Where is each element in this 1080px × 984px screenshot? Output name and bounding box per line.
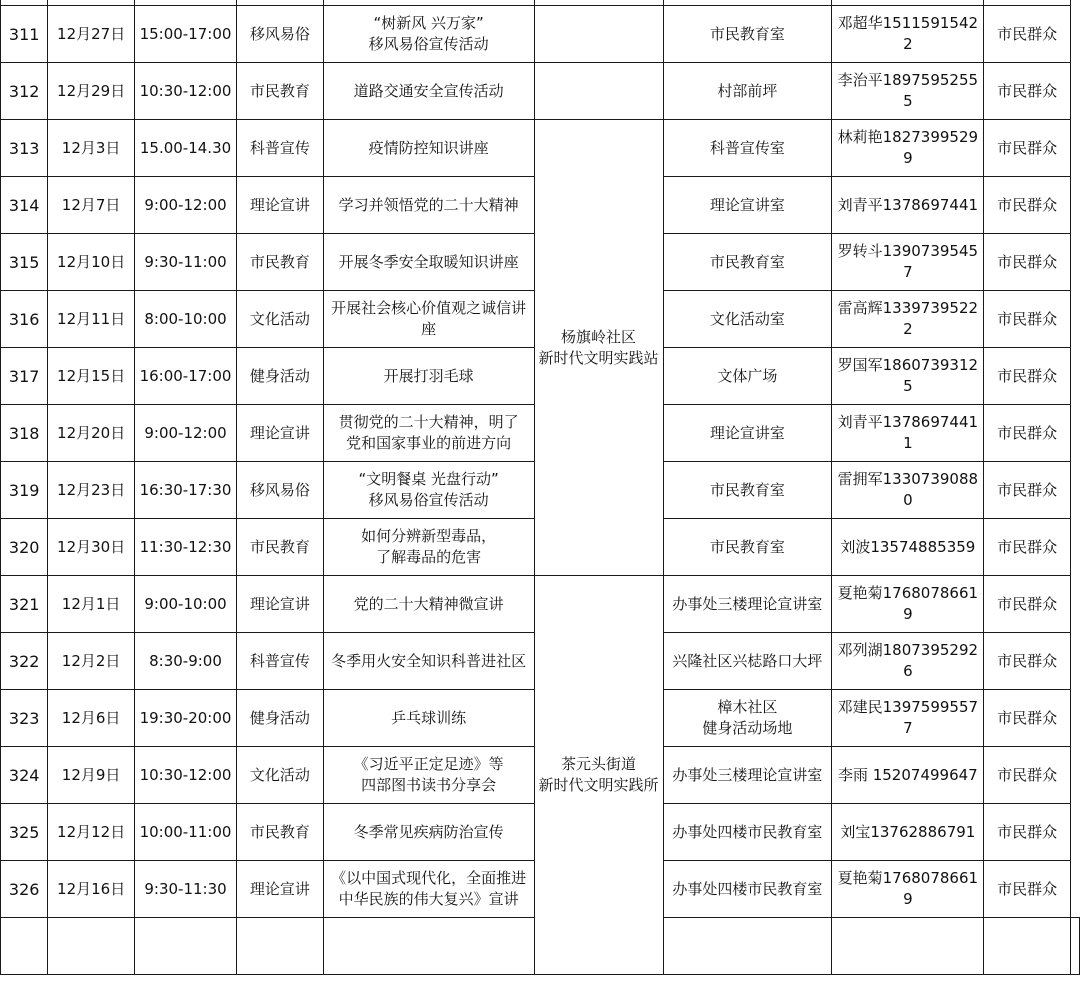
row-number: 323 <box>1 690 48 747</box>
contact-person: 夏艳菊17680786619 <box>832 576 984 633</box>
table-row <box>1 63 1080 120</box>
row-number: 320 <box>1 519 48 576</box>
activity-venue-line: 办事处四楼市民教育室 <box>672 822 823 841</box>
activity-category <box>237 918 324 975</box>
target-audience: 市民群众 <box>984 6 1071 63</box>
activity-venue <box>663 690 832 747</box>
organizer-station-line: 新时代文明实践所 <box>538 776 659 794</box>
target-audience: 市民群众 <box>984 177 1071 234</box>
activity-time: 16:00-17:00 <box>134 348 236 405</box>
organizer-station <box>534 63 663 120</box>
activity-title-line: 移风易俗宣传活动 <box>368 35 489 53</box>
activity-title-line: 座 <box>421 320 437 338</box>
row-number: 322 <box>1 633 48 690</box>
organizer-station-line: 杨旗岭社区 <box>561 327 637 346</box>
row-number: 313 <box>1 120 48 177</box>
activity-title-line: 冬季常见疾病防治宣传 <box>353 822 504 841</box>
activity-venue-line: 兴隆社区兴梽路口大坪 <box>672 651 823 670</box>
activity-title-line: 《习近平正定足迹》等 <box>353 755 504 773</box>
activity-title-line: 乒乓球训练 <box>391 708 467 727</box>
activity-time: 9:00-12:00 <box>134 405 236 462</box>
activity-date: 12月23日 <box>48 462 135 519</box>
activity-venue <box>663 633 832 690</box>
activity-date: 12月7日 <box>48 177 135 234</box>
activity-venue-line: 市民教育室 <box>709 252 785 271</box>
target-audience: 市民群众 <box>984 519 1071 576</box>
organizer-station <box>534 120 663 576</box>
activity-date: 12月27日 <box>48 6 135 63</box>
activity-category: 理论宣讲 <box>237 405 324 462</box>
activity-venue <box>663 405 832 462</box>
row-number: 312 <box>1 63 48 120</box>
activity-date: 12月12日 <box>48 804 135 861</box>
contact-person: 雷拥军13307390880 <box>832 462 984 519</box>
activity-time: 11:30-12:30 <box>134 519 236 576</box>
activity-venue <box>663 177 832 234</box>
activity-date: 12月20日 <box>48 405 135 462</box>
row-number: 319 <box>1 462 48 519</box>
table-row <box>1 6 1080 63</box>
activity-category: 移风易俗 <box>237 462 324 519</box>
activity-time <box>134 918 236 975</box>
target-audience: 市民群众 <box>984 462 1071 519</box>
row-number: 314 <box>1 177 48 234</box>
activity-date: 12月9日 <box>48 747 135 804</box>
activity-title <box>323 348 534 405</box>
activity-venue <box>832 918 984 975</box>
activity-venue <box>663 747 832 804</box>
target-audience: 市民群众 <box>984 291 1071 348</box>
activity-venue-line: 健身活动场地 <box>702 719 793 737</box>
activity-title <box>323 405 534 462</box>
activity-date: 12月15日 <box>48 348 135 405</box>
target-audience: 市民群众 <box>984 804 1071 861</box>
table-row <box>1 576 1080 633</box>
activity-venue <box>663 291 832 348</box>
row-number <box>1 918 48 975</box>
contact-person: 雷高辉13397395222 <box>832 291 984 348</box>
activity-category: 文化活动 <box>237 747 324 804</box>
activity-title-line: 道路交通安全宣传活动 <box>353 81 504 100</box>
activity-title <box>323 804 534 861</box>
activity-venue-line: 办事处四楼市民教育室 <box>672 879 823 898</box>
activity-time: 9:00-10:00 <box>134 576 236 633</box>
activity-category: 市民教育 <box>237 63 324 120</box>
organizer-station <box>663 918 832 975</box>
activity-title-line: 了解毒品的危害 <box>376 548 482 566</box>
target-audience: 市民群众 <box>984 633 1071 690</box>
target-audience: 市民群众 <box>984 348 1071 405</box>
activity-title <box>323 747 534 804</box>
activity-date: 12月16日 <box>48 861 135 918</box>
activity-title <box>323 291 534 348</box>
activity-title <box>323 63 534 120</box>
contact-person: 李雨 15207499647 <box>832 747 984 804</box>
target-audience: 市民群众 <box>984 690 1071 747</box>
activity-category: 市民教育 <box>237 804 324 861</box>
organizer-station-line: 茶元头街道 <box>561 755 637 773</box>
activity-title-line: 如何分辨新型毒品， <box>361 527 497 545</box>
activity-venue <box>663 120 832 177</box>
activity-title <box>323 519 534 576</box>
contact-person: 李治平18975952555 <box>832 63 984 120</box>
activity-time: 10:00-11:00 <box>134 804 236 861</box>
activity-category: 市民教育 <box>237 234 324 291</box>
activity-venue-line: 办事处三楼理论宣讲室 <box>672 765 823 784</box>
activity-date <box>48 918 135 975</box>
activity-title-line: 开展打羽毛球 <box>383 366 474 385</box>
target-audience: 市民群众 <box>984 63 1071 120</box>
activity-title <box>323 633 534 690</box>
activity-venue <box>663 861 832 918</box>
activity-title-line: 移风易俗宣传活动 <box>368 491 489 509</box>
activity-time: 8:30-9:00 <box>134 633 236 690</box>
contact-person: 刘宝13762886791 <box>832 804 984 861</box>
row-number: 316 <box>1 291 48 348</box>
activity-title <box>323 6 534 63</box>
row-number: 318 <box>1 405 48 462</box>
activity-venue-line: 理论宣讲室 <box>709 423 785 442</box>
activity-title <box>323 690 534 747</box>
activity-date: 12月30日 <box>48 519 135 576</box>
row-number: 324 <box>1 747 48 804</box>
contact-person: 林莉艳18273995299 <box>832 120 984 177</box>
activity-date: 12月3日 <box>48 120 135 177</box>
activity-time: 9:30-11:00 <box>134 234 236 291</box>
activity-category: 健身活动 <box>237 348 324 405</box>
activity-venue-line: 文体广场 <box>717 366 778 385</box>
contact-person <box>984 918 1071 975</box>
activity-category: 健身活动 <box>237 690 324 747</box>
activity-date: 12月1日 <box>48 576 135 633</box>
contact-person: 邓超华15115915422 <box>832 6 984 63</box>
contact-person: 夏艳菊17680786619 <box>832 861 984 918</box>
activity-title-line: 冬季用火安全知识科普进社区 <box>331 651 527 670</box>
activity-venue <box>663 462 832 519</box>
activity-venue-line: 村部前坪 <box>717 81 778 100</box>
activity-title-line: 《以中国式现代化，全面推进 <box>331 869 527 887</box>
activity-title <box>323 576 534 633</box>
target-audience <box>1071 918 1080 975</box>
contact-person: 刘青平13786974411 <box>832 405 984 462</box>
activity-category: 理论宣讲 <box>237 576 324 633</box>
activity-venue-line: 文化活动室 <box>709 309 785 328</box>
contact-person: 罗国军18607393125 <box>832 348 984 405</box>
contact-person: 刘青平1378697441 <box>832 177 984 234</box>
activity-time: 10:30-12:00 <box>134 747 236 804</box>
activity-title-line: 四部图书读书分享会 <box>361 776 497 794</box>
activity-category: 文化活动 <box>237 291 324 348</box>
activity-venue <box>663 234 832 291</box>
activity-title-line: 疫情防控知识讲座 <box>368 138 489 157</box>
activity-time: 9:30-11:30 <box>134 861 236 918</box>
activity-category: 移风易俗 <box>237 6 324 63</box>
contact-person: 邓建民13975995577 <box>832 690 984 747</box>
row-number: 315 <box>1 234 48 291</box>
activity-time: 9:00-12:00 <box>134 177 236 234</box>
target-audience: 市民群众 <box>984 120 1071 177</box>
activity-date: 12月6日 <box>48 690 135 747</box>
activity-venue <box>663 6 832 63</box>
activity-title-line: “文明餐桌 光盘行动” <box>358 470 499 488</box>
row-number: 326 <box>1 861 48 918</box>
activity-title-line: 党的二十大精神微宣讲 <box>353 594 504 613</box>
activity-venue <box>663 63 832 120</box>
target-audience: 市民群众 <box>984 405 1071 462</box>
activity-title <box>323 234 534 291</box>
activity-time: 15.00-14.30 <box>134 120 236 177</box>
activity-time: 15:00-17:00 <box>134 6 236 63</box>
activity-venue-line: 市民教育室 <box>709 480 785 499</box>
target-audience: 市民群众 <box>984 576 1071 633</box>
activity-category: 理论宣讲 <box>237 177 324 234</box>
activity-venue-line: 市民教育室 <box>709 537 785 556</box>
activity-title-line: 贯彻党的二十大精神，明了 <box>338 413 519 431</box>
activity-title-line: 学习并领悟党的二十大精神 <box>338 195 519 214</box>
contact-person: 邓列湖18073952926 <box>832 633 984 690</box>
activity-category: 市民教育 <box>237 519 324 576</box>
target-audience: 市民群众 <box>984 234 1071 291</box>
organizer-station <box>534 6 663 63</box>
activity-category: 科普宣传 <box>237 120 324 177</box>
activity-time: 10:30-12:00 <box>134 63 236 120</box>
activity-venue-line: 办事处三楼理论宣讲室 <box>672 594 823 613</box>
activity-date: 12月2日 <box>48 633 135 690</box>
activity-title <box>323 462 534 519</box>
activity-venue-line: 市民教育室 <box>709 24 785 43</box>
row-number: 325 <box>1 804 48 861</box>
activity-title-line: 开展冬季安全取暖知识讲座 <box>338 252 519 271</box>
activity-title-line: 中华民族的伟大复兴》宣讲 <box>338 890 519 908</box>
target-audience: 市民群众 <box>984 861 1071 918</box>
table-row <box>1 120 1080 177</box>
activity-venue-line: 理论宣讲室 <box>709 195 785 214</box>
row-number: 317 <box>1 348 48 405</box>
row-number: 311 <box>1 6 48 63</box>
organizer-station-line: 新时代文明实践站 <box>538 348 659 367</box>
activity-title <box>323 177 534 234</box>
target-audience: 市民群众 <box>984 747 1071 804</box>
activity-venue <box>663 576 832 633</box>
contact-person: 罗转斗13907395457 <box>832 234 984 291</box>
activity-time: 19:30-20:00 <box>134 690 236 747</box>
activity-title-line: “树新风 兴万家” <box>373 14 484 32</box>
activity-title-line: 党和国家事业的前进方向 <box>346 434 512 452</box>
activity-time: 16:30-17:30 <box>134 462 236 519</box>
activity-venue <box>663 519 832 576</box>
activity-time: 8:00-10:00 <box>134 291 236 348</box>
activity-venue-line: 科普宣传室 <box>709 138 785 157</box>
activity-date: 12月29日 <box>48 63 135 120</box>
activity-title <box>323 120 534 177</box>
activity-title-line: 开展社会核心价值观之诚信讲 <box>331 299 527 317</box>
activity-title <box>323 918 534 975</box>
activity-date: 12月11日 <box>48 291 135 348</box>
activity-venue <box>663 804 832 861</box>
row-number: 321 <box>1 576 48 633</box>
organizer-station <box>534 576 663 975</box>
activity-date: 12月10日 <box>48 234 135 291</box>
activity-category: 科普宣传 <box>237 633 324 690</box>
activity-venue <box>663 348 832 405</box>
contact-person: 刘波13574885359 <box>832 519 984 576</box>
activity-title <box>323 861 534 918</box>
activity-category: 理论宣讲 <box>237 861 324 918</box>
activity-venue-line: 樟木社区 <box>717 698 778 716</box>
